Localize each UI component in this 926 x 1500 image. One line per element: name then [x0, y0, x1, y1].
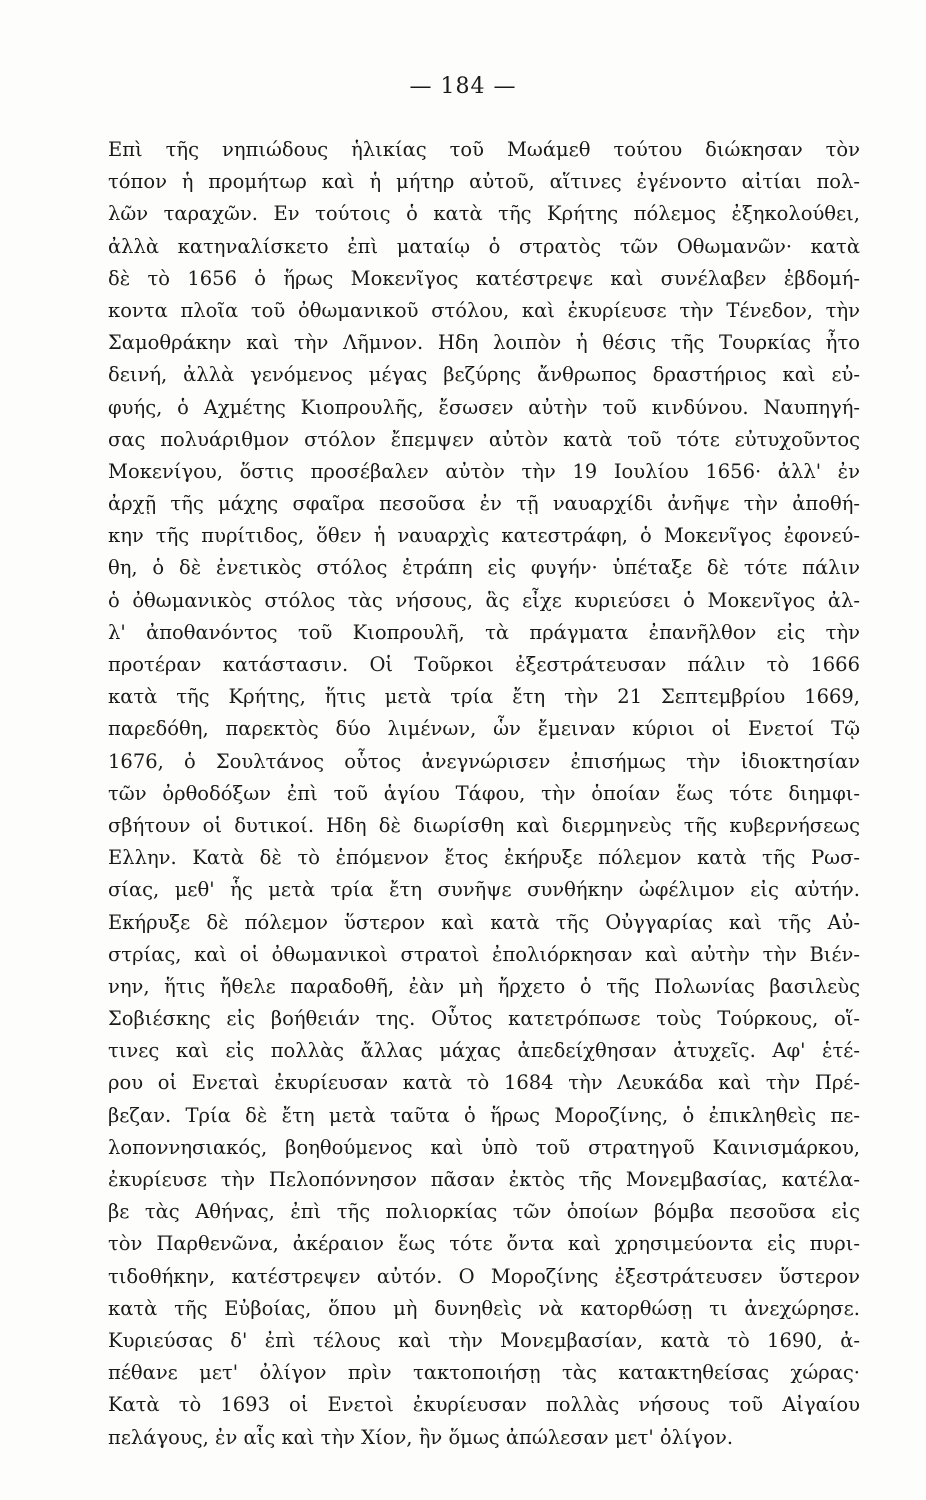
text-line: σβήτουν οἱ δυτικοί. Ηδη δὲ διωρίσθη καὶ διερμηνεὺς τῆς κυβερνήσεως: [108, 813, 860, 837]
text-line: τιδοθήκην, κατέστρεψεν αὐτόν. Ο Μοροζίνης ἐξεστράτευσεν ὕστερον: [108, 1264, 860, 1288]
body-text: [108, 134, 860, 1454]
text-line: νην, ἥτις ἤθελε παραδοθῆ, ἐὰν μὴ ἤρχετο ὁ τῆς Πολωνίας βασιλεὺς: [108, 974, 860, 998]
text-line: κατὰ τῆς Εὐβοίας, ὅπου μὴ δυνηθεὶς νὰ κατορθώσῃ τι ἀνεχώρησε.: [108, 1296, 860, 1320]
text-line: ἐκυρίευσε τὴν Πελοπόννησον πᾶσαν ἐκτὸς τῆς Μονεμβασίας, κατέλα-: [108, 1168, 860, 1191]
text-line: τῶν ὀρθοδόξων ἐπὶ τοῦ ἁγίου Τάφου, τὴν ὁποίαν ἕως τότε διημφι-: [108, 781, 860, 805]
text-line: λ' ἀποθανόντος τοῦ Κιοπρουλῆ, τὰ πράγματα ἐπανῆλθον εἰς τὴν: [108, 620, 860, 644]
text-line: Κατὰ τὸ 1693 οἱ Ενετοὶ ἐκυρίευσαν πολλὰς νήσους τοῦ Αἰγαίου: [108, 1393, 860, 1417]
text-line: Μοκενίγου, ὅστις προσέβαλεν αὐτὸν τὴν 19 Ιουλίου 1656· ἀλλ' ἐν: [108, 459, 860, 483]
text-line: φυής, ὁ Αχμέτης Κιοπρουλῆς, ἔσωσεν αὐτὴν τοῦ κινδύνου. Ναυπηγή-: [108, 395, 860, 419]
text-line: στρίας, καὶ οἱ ὀθωμανικοὶ στρατοὶ ἐπολιόρκησαν καὶ αὐτὴν τὴν Βιέν-: [108, 942, 860, 966]
text-line: σας πολυάριθμον στόλον ἔπεμψεν αὐτὸν κατὰ τοῦ τότε εὐτυχοῦντος: [108, 427, 860, 451]
text-line: Κυριεύσας δ' ἐπὶ τέλους καὶ τὴν Μονεμβασίαν, κατὰ τὸ 1690, ἀ-: [108, 1328, 860, 1352]
text-line: λοποννησιακός, βοηθούμενος καὶ ὑπὸ τοῦ στρατηγοῦ Καινισμάρκου,: [108, 1135, 860, 1159]
text-line: θη, ὁ δὲ ἐνετικὸς στόλος ἐτράπη εἰς φυγήν· ὑπέταξε δὲ τότε πάλιν: [108, 556, 860, 580]
text-line: τὸν Παρθενῶνα, ἀκέραιον ἕως τότε ὄντα καὶ χρησιμεύοντα εἰς πυρι-: [108, 1232, 860, 1256]
text-line: ρου οἱ Ενεταὶ ἐκυρίευσαν κατὰ τὸ 1684 τὴν Λευκάδα καὶ τὴν Πρέ-: [108, 1071, 860, 1095]
text-line: λῶν ταραχῶν. Εν τούτοις ὁ κατὰ τῆς Κρήτης πόλεμος ἐξηκολούθει,: [108, 202, 860, 226]
text-line: τόπον ἡ προμήτωρ καὶ ἡ μήτηρ αὐτοῦ, αἵτινες ἐγένοντο αἰτίαι πολ-: [108, 170, 860, 194]
text-line: κην τῆς πυρίτιδος, ὅθεν ἡ ναυαρχὶς κατεστράφη, ὁ Μοκενῖγος ἐφονεύ-: [108, 524, 860, 548]
text-line: πελάγους, ἐν αἷς καὶ τὴν Χίον, ἣν ὅμως ἀπώλεσαν μετ' ὀλίγον.: [108, 1425, 734, 1449]
text-line: τινες καὶ εἰς πολλὰς ἄλλας μάχας ἀπεδείχθησαν ἀτυχεῖς. Αφ' ἑτέ-: [108, 1039, 860, 1063]
text-line: ἀρχῇ τῆς μάχης σφαῖρα πεσοῦσα ἐν τῇ ναυαρχίδι ἀνῆψε τὴν ἀποθή-: [108, 492, 860, 516]
text-line: κοντα πλοῖα τοῦ ὀθωμανικοῦ στόλου, καὶ ἐκυρίευσε τὴν Τένεδον, τὴν: [108, 298, 860, 322]
text-line: βεζαν. Τρία δὲ ἔτη μετὰ ταῦτα ὁ ἥρως Μοροζίνης, ὁ ἐπικληθεὶς πε-: [108, 1103, 860, 1127]
text-line: Ελλην. Κατὰ δὲ τὸ ἑπόμενον ἔτος ἐκήρυξε πόλεμον κατὰ τῆς Ρωσ-: [108, 846, 860, 870]
text-line: δεινή, ἀλλὰ γενόμενος μέγας βεζύρης ἄνθρωπος δραστήριος καὶ εὐ-: [108, 363, 860, 387]
text-line: Επὶ τῆς νηπιώδους ἡλικίας τοῦ Μωάμεθ τούτου διώκησαν τὸν: [108, 138, 860, 161]
text-line: βε τὰς Αθήνας, ἐπὶ τῆς πολιορκίας τῶν ὁποίων βόμβα πεσοῦσα εἰς: [108, 1200, 860, 1224]
text-line: παρεδόθη, παρεκτὸς δύο λιμένων, ὧν ἔμειναν κύριοι οἱ Ενετοί Τῷ: [108, 717, 860, 741]
text-line: Σαμοθράκην καὶ τὴν Λῆμνον. Ηδη λοιπὸν ἡ θέσις τῆς Τουρκίας ἦτο: [108, 331, 860, 355]
text-line: Σοβιέσκης εἰς βοήθειάν της. Οὗτος κατετρόπωσε τοὺς Τούρκους, οἵ-: [108, 1007, 860, 1031]
text-line: Εκήρυξε δὲ πόλεμον ὕστερον καὶ κατὰ τῆς Οὐγγαρίας καὶ τῆς Αὐ-: [108, 910, 860, 934]
page-number: — 184 —: [409, 74, 517, 99]
text-line: 1676, ὁ Σουλτάνος οὗτος ἀνεγνώρισεν ἐπισήμως τὴν ἰδιοκτησίαν: [108, 749, 860, 773]
text-line: δὲ τὸ 1656 ὁ ἥρως Μοκενῖγος κατέστρεψε καὶ συνέλαβεν ἑβδομή-: [108, 266, 860, 290]
text-line: κατὰ τῆς Κρήτης, ἥτις μετὰ τρία ἔτη τὴν 21 Σεπτεμβρίου 1669,: [108, 685, 860, 709]
text-line: προτέραν κατάστασιν. Οἱ Τοῦρκοι ἐξεστράτευσαν πάλιν τὸ 1666: [108, 653, 860, 676]
text-line: σίας, μεθ' ἧς μετὰ τρία ἔτη συνῆψε συνθήκην ὠφέλιμον εἰς αὐτήν.: [108, 878, 860, 902]
text-line: ὁ ὀθωμανικὸς στόλος τὰς νήσους, ἃς εἶχε κυριεύσει ὁ Μοκενῖγος ἀλ-: [108, 588, 860, 612]
text-line: πέθανε μετ' ὀλίγον πρὶν τακτοποιήσῃ τὰς κατακτηθείσας χώρας·: [108, 1361, 860, 1385]
text-line: ἀλλὰ κατηναλίσκετο ἐπὶ ματαίῳ ὁ στρατὸς τῶν Οθωμανῶν· κατὰ: [108, 234, 860, 258]
